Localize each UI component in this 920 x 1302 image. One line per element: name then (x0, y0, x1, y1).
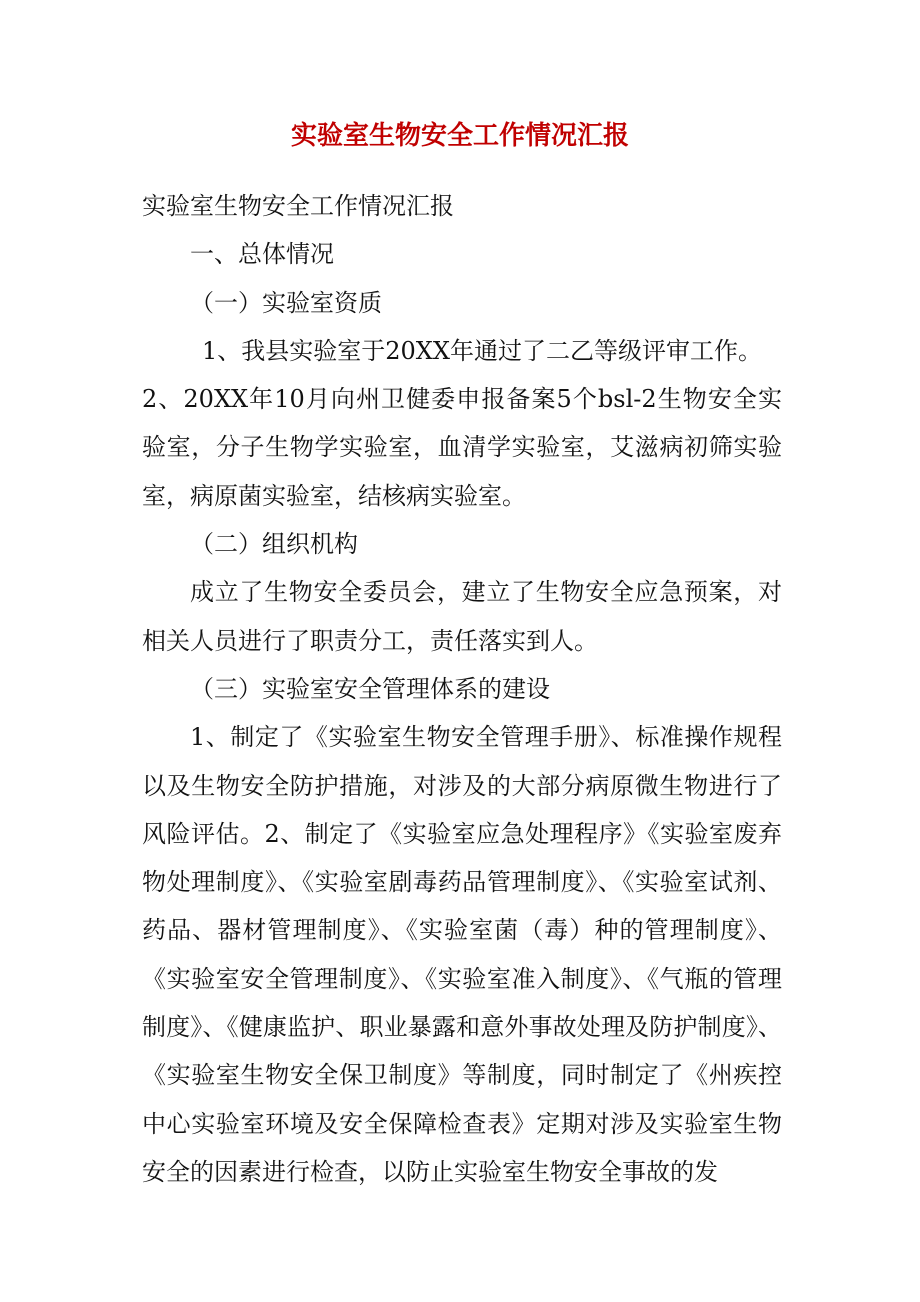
document-body (142, 182, 782, 1196)
paragraph-item-1: 1、我县实验室于20XX年通过了二乙等级评审工作。 (202, 336, 762, 365)
document-title: 实验室生物安全工作情况汇报 (290, 121, 629, 151)
paragraph-management-system: 1、制定了《实验室生物安全管理手册》、标准操作规程以及生物安全防护措施，对涉及的大部分病原微生物进行了风险评估。2、制定了《实验室应急处理程序》《实验室废弃物处理制度》、《实验室剧毒药品管理制度》、《实验室试剂、药品、器材管理制度》、《实验室菌（毒）种的管理制度》、《实验室安全管理制度》、《实验室准入制度》、《气瓶的管理制度》、《健康监护、职业暴露和意外事故处理及防护制度》、《实验室生物安全保卫制度》等制度，同时制定了《州疾控中心实验室环境及安全保障检查表》定期对涉及实验室生物安全的因素进行检查，以防止实验室生物安全事故的发 (142, 723, 782, 1186)
subsection-heading-management-system: （三）实验室安全管理体系的建设 (190, 674, 550, 703)
body-heading: 实验室生物安全工作情况汇报 (142, 192, 454, 220)
paragraph-item-2: 2、20XX年10月向州卫健委申报备案5个bsl-2生物安全实验室，分子生物学实验室，血清学实验室，艾滋病初筛实验室，病原菌实验室，结核病实验室。 (142, 385, 782, 510)
paragraph-organization: 成立了生物安全委员会，建立了生物安全应急预案，对相关人员进行了职责分工，责任落实到人。 (142, 578, 782, 655)
section-heading-overall: 一、总体情况 (190, 240, 334, 269)
subsection-heading-qualification: （一）实验室资质 (190, 288, 382, 317)
subsection-heading-organization: （二）组织机构 (190, 530, 358, 559)
